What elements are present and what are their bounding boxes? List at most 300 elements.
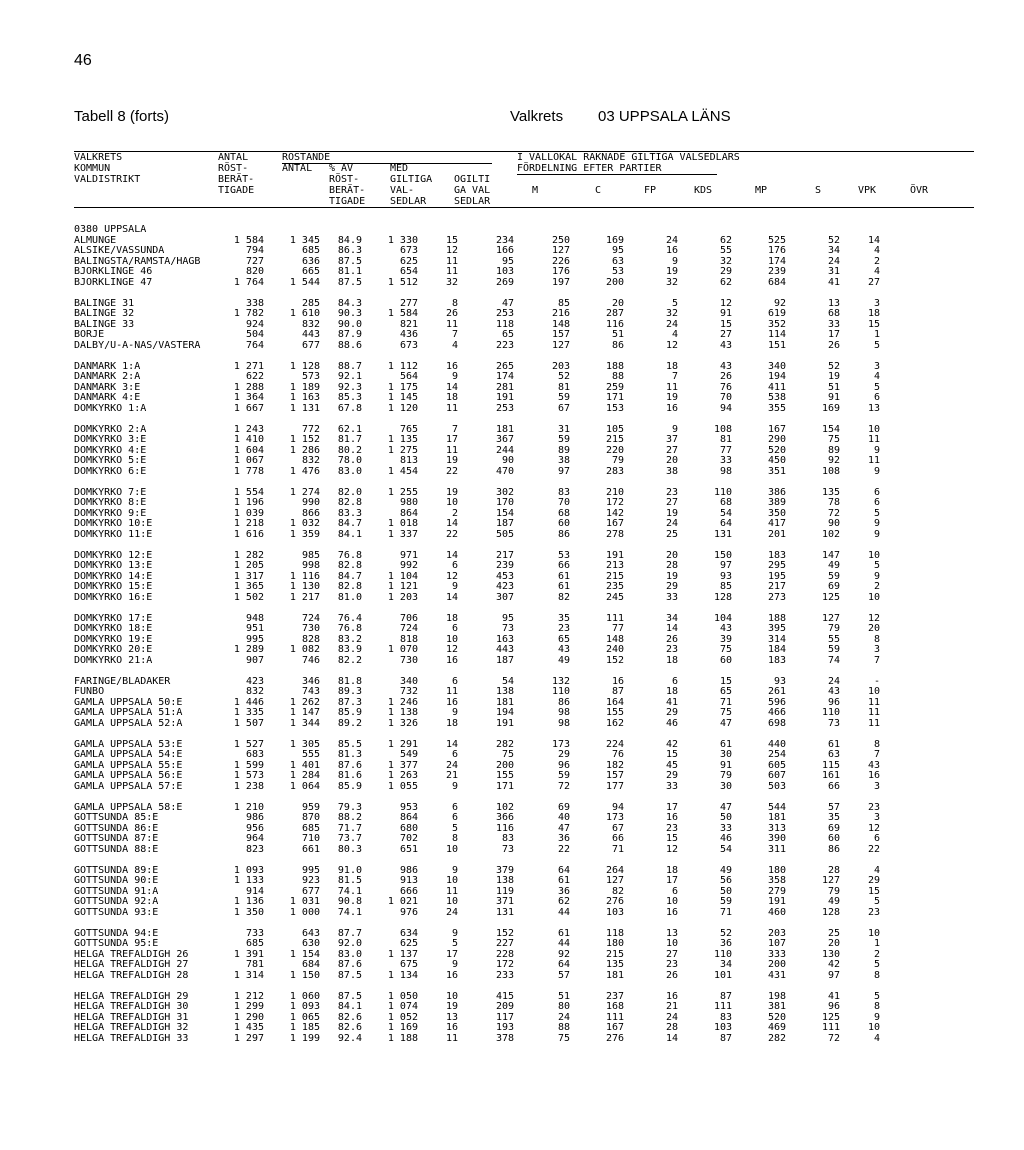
header-parties-rule [517,174,717,175]
table-cell: 24 [445,760,458,771]
table-cell: 76 [611,750,624,760]
table-row [74,456,880,467]
table-cell: 16 [665,246,678,256]
district-name: BÄLINGE 33 [74,319,135,330]
table-cell: 1 290 [233,1012,264,1023]
table-cell: 386 [767,487,786,498]
table-cell: 75 [719,645,732,655]
table-cell: 177 [605,781,624,792]
table-cell: 1 584 [233,235,264,246]
table-cell: 127 [821,876,840,886]
table-cell: 273 [767,592,786,603]
table-cell: 16 [867,771,880,781]
table-cell: 4 [873,372,880,382]
table-row [74,656,880,667]
group-spacer [74,918,880,929]
table-cell: 6 [451,750,458,760]
header-party-kds: KDS [693,185,713,196]
table-cell: 5 [873,960,880,970]
table-cell: 153 [605,403,624,414]
table-cell: 285 [301,298,320,309]
table-cell: 436 [399,330,418,340]
table-cell: 269 [495,277,514,288]
table-cell: 26 [719,372,732,382]
table-cell: 9 [873,1012,880,1023]
district-name: DOMKYRKO 16:E [74,592,153,603]
table-cell: 549 [399,750,418,760]
table-cell: 162 [605,718,624,729]
table-cell: 193 [495,1023,514,1033]
header-party-c: C [594,185,602,196]
table-cell: 10 [445,876,458,886]
table-cell: 181 [495,424,514,435]
table-cell: 163 [495,634,514,645]
table-cell: 746 [301,655,320,666]
table-cell: 23 [867,802,880,813]
table-cell: 61 [557,928,570,939]
table-cell: 74.1 [337,907,362,918]
table-cell: 1 330 [387,235,418,246]
table-cell: 976 [399,907,418,918]
table-cell: 81 [719,435,732,445]
table-cell: 6 [873,393,880,403]
table-row [74,435,880,446]
table-cell: 673 [399,340,418,351]
table-cell: 3 [873,645,880,655]
constituency-name: 03 UPPSALA LÄNS [598,108,731,125]
table-cell: 54 [719,844,732,855]
district-name: GAMLA UPPSALA 52:A [74,718,183,729]
table-cell: 9 [451,372,458,382]
table-row [74,561,880,572]
table-cell: 8 [873,970,880,981]
district-name: GOTTSUNDA 89:E [74,865,159,876]
table-cell: 220 [605,445,624,456]
header-party-m: M [531,185,539,196]
table-cell: 6 [671,886,678,897]
table-cell: 702 [399,834,418,844]
table-cell: 9 [451,582,458,592]
table-cell: 684 [767,277,786,288]
table-cell: 870 [301,813,320,823]
table-row [74,257,880,268]
table-cell: 10 [445,991,458,1002]
table-cell: 93 [773,676,786,687]
table-cell: 986 [245,813,264,823]
header-parties-subtitle: FÖRDELNING EFTER PARTIER [517,163,662,174]
table-cell: 1 121 [387,582,418,592]
table-cell: 135 [821,487,840,498]
table-row [74,750,880,761]
table-cell: 167 [767,424,786,435]
table-cell: 151 [767,340,786,351]
table-cell: 117 [495,1012,514,1023]
table-cell: 820 [245,267,264,277]
table-cell: 203 [767,928,786,939]
district-name: DOMKYRKO 3:E [74,435,147,445]
table-row [74,887,880,898]
table-cell: 65 [557,634,570,645]
table-cell: 8 [451,834,458,844]
table-cell: 9 [671,256,678,267]
table-cell: 36 [557,834,570,844]
table-cell: 1 021 [387,897,418,907]
table-cell: 677 [301,886,320,897]
table-cell: 228 [495,949,514,960]
table-cell: 26 [665,970,678,981]
table-cell: 651 [399,844,418,855]
table-cell: 19 [445,456,458,466]
table-cell: 743 [301,687,320,697]
table-cell: 1 243 [233,424,264,435]
table-cell: 11 [867,697,880,708]
table-cell: 26 [445,309,458,319]
district-name: FARINGE/BLADÅKER [74,676,171,687]
table-cell: 1 031 [289,897,320,907]
table-cell: 87.6 [337,760,362,771]
table-cell: 390 [767,834,786,844]
table-cell: 166 [495,246,514,256]
table-cell: 381 [767,1002,786,1012]
table-cell: 1 616 [233,529,264,540]
table-cell: 1 152 [289,435,320,445]
table-cell: 111 [605,613,624,624]
table-cell: 84.7 [337,519,362,529]
table-cell: 504 [245,330,264,340]
table-cell: 1 130 [289,582,320,592]
district-name: DOMKYRKO 9:E [74,508,147,519]
table-cell: 544 [767,802,786,813]
table-cell: 366 [495,813,514,823]
table-cell: 1 291 [387,739,418,750]
table-cell: 1 065 [289,1012,320,1023]
table-cell: 110 [713,949,732,960]
table-cell: 90 [827,519,840,529]
table-row [74,446,880,457]
table-cell: 18 [665,865,678,876]
table-cell: 61 [557,876,570,886]
table-cell: 85.5 [337,739,362,750]
table-cell: 49 [719,865,732,876]
table-cell: 127 [551,246,570,256]
table-cell: 95 [501,613,514,624]
table-cell: 131 [713,529,732,540]
table-cell: 83.0 [337,949,362,960]
table-cell: 16 [445,697,458,708]
table-cell: 152 [605,655,624,666]
table-cell: 7 [873,655,880,666]
table-cell: 1 064 [289,781,320,792]
table-cell: 15 [445,235,458,246]
table-cell: 1 060 [289,991,320,1002]
table-cell: 41 [827,991,840,1002]
table-cell: 182 [605,760,624,771]
table-cell: 1 317 [233,571,264,582]
table-cell: 7 [671,372,678,382]
district-name: DANMARK 2:A [74,372,141,382]
table-cell: 87.6 [337,960,362,970]
table-cell: 34 [827,246,840,256]
table-cell: 469 [767,1023,786,1033]
table-cell: 1 070 [387,645,418,655]
table-cell: 67 [557,403,570,414]
table-cell: 27 [665,498,678,508]
table-cell: 82 [557,592,570,603]
table-cell: 1 246 [387,697,418,708]
table-cell: 351 [767,466,786,477]
table-cell: 32 [445,277,458,288]
table-cell: 1 476 [289,466,320,477]
table-cell: 51 [611,330,624,340]
header-voting-count: ANTAL [282,163,313,174]
table-row [74,425,880,436]
table-cell: 65 [501,330,514,340]
table-cell: 411 [767,382,786,393]
table-cell: 191 [495,718,514,729]
table-cell: 20 [827,939,840,949]
table-cell: 47 [719,802,732,813]
table-cell: 1 365 [233,582,264,592]
table-cell: 142 [605,508,624,519]
table-cell: 88 [557,1023,570,1033]
district-name: DOMKYRKO 2:A [74,424,147,435]
table-cell: 81.0 [337,592,362,603]
table-cell: 818 [399,634,418,645]
table-cell: 181 [495,697,514,708]
table-cell: 49 [557,655,570,666]
table-cell: 636 [301,256,320,267]
table-row [74,614,880,625]
table-cell: 4 [873,865,880,876]
table-cell: 23 [557,624,570,634]
table-cell: 1 284 [289,771,320,781]
table-cell: 138 [495,687,514,697]
table-cell: 730 [399,655,418,666]
table-cell: 10 [665,897,678,907]
table-cell: 279 [767,886,786,897]
table-cell: 14 [665,624,678,634]
table-cell: 29 [665,771,678,781]
table-cell: 46 [719,834,732,844]
table-cell: 358 [767,876,786,886]
district-name: FUNBO [74,687,105,697]
table-cell: 11 [867,708,880,718]
table-cell: 147 [821,550,840,561]
table-cell: 29 [719,267,732,277]
district-name: HELGA TREFALDIGH 28 [74,970,189,981]
table-cell: 1 120 [387,403,418,414]
table-cell: 1 093 [233,865,264,876]
table-cell: 87.5 [337,256,362,267]
table-cell: 201 [767,529,786,540]
table-cell: 174 [767,256,786,267]
table-cell: 1 350 [233,907,264,918]
table-cell: 87 [719,1033,732,1044]
district-name: GAMLA UPPSALA 51:A [74,708,183,718]
table-cell: 82.8 [337,498,362,508]
table-cell: 213 [605,561,624,571]
table-cell: 18 [665,655,678,666]
table-cell: 97 [557,466,570,477]
table-cell: 12 [445,645,458,655]
district-name: DANMARK 3:E [74,382,141,393]
table-cell: 1 074 [387,1002,418,1012]
table-cell: 161 [821,771,840,781]
table-row [74,320,880,331]
table-cell: 98 [557,718,570,729]
table-cell: 84.1 [337,529,362,540]
table-cell: 62 [719,235,732,246]
table-cell: 217 [495,550,514,561]
table-cell: 443 [301,330,320,340]
table-cell: 59 [557,393,570,403]
table-cell: 66 [611,834,624,844]
table-cell: 245 [605,592,624,603]
table-cell: 47 [557,823,570,834]
table-cell: 53 [557,550,570,561]
table-cell: 781 [245,960,264,970]
table-cell: 25 [827,928,840,939]
table-cell: 1 435 [233,1023,264,1033]
table-cell: 5 [451,939,458,949]
table-cell: 1 210 [233,802,264,813]
table-cell: 985 [301,550,320,561]
table-cell: 1 133 [233,876,264,886]
table-cell: 62 [719,277,732,288]
table-row [74,362,880,373]
table-cell: 168 [605,1002,624,1012]
table-cell: 733 [245,928,264,939]
table-cell: 259 [605,382,624,393]
table-cell: 832 [301,319,320,330]
table-cell: 83.3 [337,508,362,519]
table-row [74,845,880,856]
table-cell: 12 [719,298,732,309]
table-cell: 43 [719,340,732,351]
table-cell: 29 [557,750,570,760]
table-cell: 15 [867,886,880,897]
table-cell: 953 [399,802,418,813]
table-cell: 75 [827,435,840,445]
table-cell: 39 [719,634,732,645]
group-spacer [74,981,880,992]
table-cell: 1 288 [233,382,264,393]
table-cell: 81.8 [337,676,362,687]
table-cell: 12 [665,340,678,351]
table-cell: 1 050 [387,991,418,1002]
table-cell: 91 [827,393,840,403]
table-cell: 82.2 [337,655,362,666]
table-cell: 276 [605,1033,624,1044]
table-cell: 68 [827,309,840,319]
table-cell: 1 554 [233,487,264,498]
table-row [74,897,880,908]
section-title: 0380 UPPSALA [74,225,147,235]
table-cell: 18 [445,718,458,729]
table-cell: 42 [665,739,678,750]
table-cell: - [873,676,880,687]
table-cell: 79.3 [337,802,362,813]
table-cell: 10 [665,939,678,949]
table-cell: 91 [719,309,732,319]
table-cell: 71 [611,844,624,855]
table-cell: 1 203 [387,592,418,603]
table-cell: 176 [551,267,570,277]
table-cell: 1 610 [289,309,320,319]
table-cell: 866 [301,508,320,519]
table-cell: 94 [611,802,624,813]
table-cell: 1 274 [289,487,320,498]
table-cell: 951 [245,624,264,634]
header-voting-rule [282,163,492,164]
table-cell: 115 [821,760,840,771]
table-cell: 1 116 [289,571,320,582]
table-cell: 2 [873,256,880,267]
table-cell: 295 [767,561,786,571]
group-spacer [74,288,880,299]
table-row [74,929,880,940]
table-cell: 37 [665,435,678,445]
table-cell: 56 [719,876,732,886]
table-cell: 470 [495,466,514,477]
district-name: DOMKYRKO 17:E [74,613,153,624]
table-cell: 1 527 [233,739,264,750]
table-cell: 4 [873,1033,880,1044]
table-cell: 16 [445,1023,458,1033]
table-cell: 167 [605,1023,624,1033]
table-cell: 19 [665,508,678,519]
table-cell: 69 [557,802,570,813]
table-cell: 1 150 [289,970,320,981]
district-name: HELGA TREFALDIGH 33 [74,1033,189,1044]
table-cell: 1 344 [289,718,320,729]
district-name: DOMKYRKO 13:E [74,561,153,571]
table-cell: 27 [665,445,678,456]
table-cell: 53 [611,267,624,277]
table-cell: 91.0 [337,865,362,876]
table-cell: 95 [611,246,624,256]
table-cell: 14 [445,382,458,393]
table-cell: 42 [827,960,840,970]
table-cell: 8 [451,298,458,309]
table-cell: 26 [827,340,840,351]
table-cell: 9 [873,445,880,456]
table-cell: 54 [719,508,732,519]
table-cell: 710 [301,834,320,844]
table-cell: 180 [767,865,786,876]
table-cell: 81.3 [337,750,362,760]
table-cell: 89.3 [337,687,362,697]
table-cell: 187 [495,655,514,666]
district-name: DOMKYRKO 7:E [74,487,147,498]
table-cell: 253 [495,403,514,414]
table-cell: 90.0 [337,319,362,330]
district-name: GOTTSUNDA 85:E [74,813,159,823]
table-cell: 596 [767,697,786,708]
table-cell: 538 [767,393,786,403]
table-cell: 50 [719,886,732,897]
table-cell: 1 199 [289,1033,320,1044]
table-cell: 87.5 [337,991,362,1002]
table-cell: 12 [867,613,880,624]
table-cell: 71 [719,907,732,918]
table-cell: 244 [495,445,514,456]
table-cell: 86 [611,340,624,351]
table-cell: 832 [301,456,320,466]
table-cell: 38 [557,456,570,466]
district-name: DOMKYRKO 10:E [74,519,153,529]
table-title: Tabell 8 (forts) [74,108,170,125]
